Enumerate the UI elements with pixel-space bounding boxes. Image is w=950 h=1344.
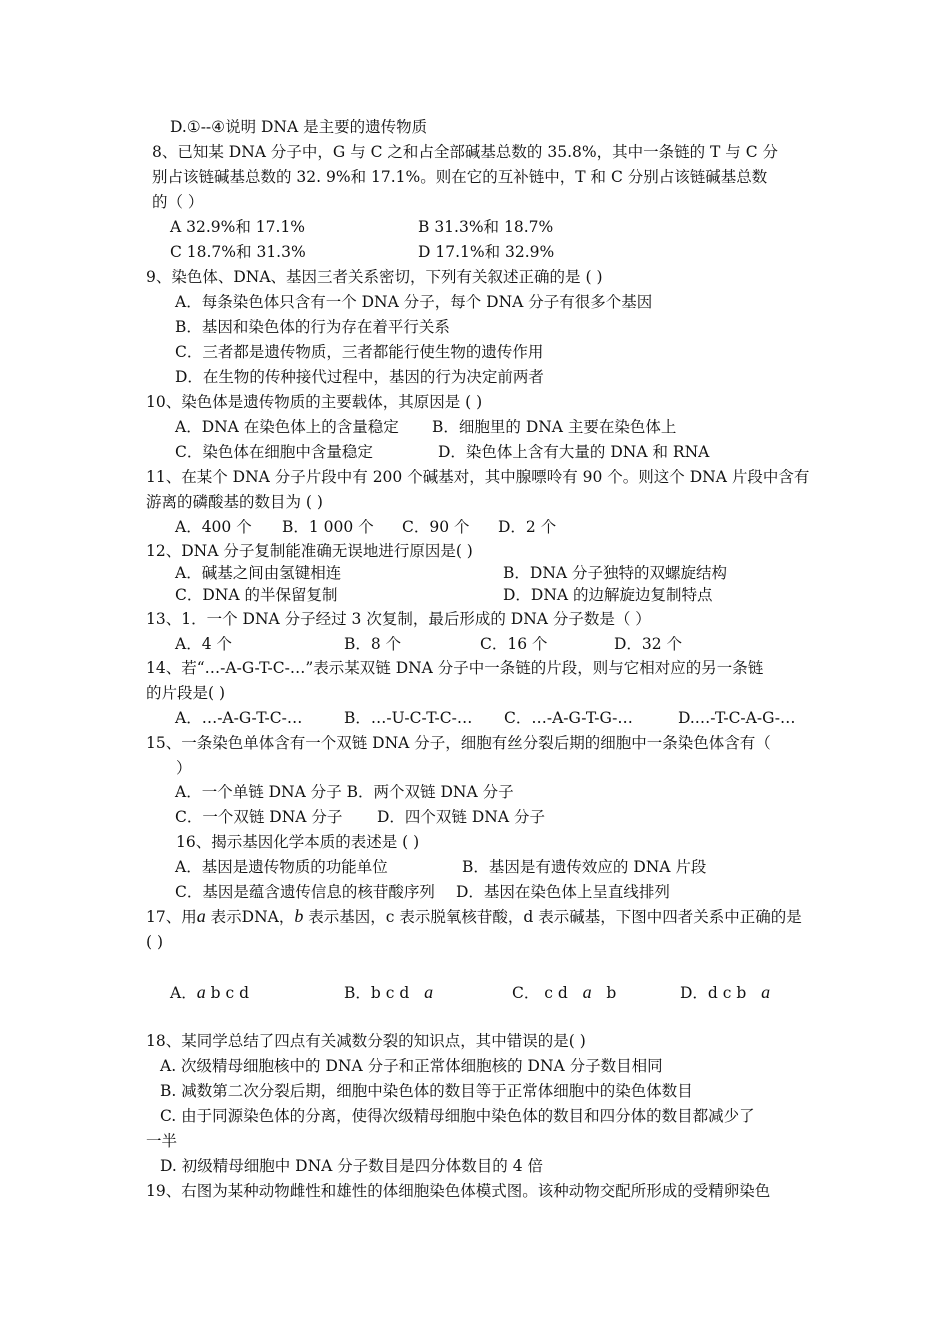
q15-stem-line2: ）	[176, 759, 192, 777]
q18-option-b: B. 减数第二次分裂后期，细胞中染色体的数目等于正常体细胞中的染色体数目	[160, 1082, 693, 1100]
q17-option-b: B．b c d a	[344, 982, 434, 1002]
q10-option-d: D．染色体上含有大量的 DNA 和 RNA	[438, 443, 710, 461]
q10-stem: 10、染色体是遗传物质的主要载体，其原因是 ( )	[146, 393, 483, 411]
q17-option-c-var-a: a	[582, 982, 592, 1002]
q8-stem-line2: 别占该链碱基总数的 32. 9%和 17.1%。则在它的互补链中，T 和 C 分别占该链碱基总数	[152, 168, 768, 186]
q9-stem: 9、染色体、DNA、基因三者关系密切，下列有关叙述正确的是 ( )	[146, 268, 603, 286]
q12-option-a: A．碱基之间由氢键相连	[175, 564, 342, 582]
q15-option-d: D．四个双链 DNA 分子	[377, 808, 545, 826]
q16-option-d: D．基因在染色体上呈直线排列	[456, 883, 670, 901]
q12-option-d: D．DNA 的边解旋边复制特点	[503, 586, 713, 604]
q10-option-b: B．细胞里的 DNA 主要在染色体上	[432, 418, 677, 436]
q17-var-b: b	[294, 906, 304, 926]
q18-option-a: A. 次级精母细胞核中的 DNA 分子和正常体细胞核的 DNA 分子数目相同	[160, 1057, 663, 1075]
q15-stem-line1: 15、一条染色单体含有一个双链 DNA 分子，细胞有丝分裂后期的细胞中一条染色体含有（	[146, 734, 771, 752]
q17-var-a: a	[196, 906, 206, 926]
q14-option-b: B．…-U-C-T-C-…	[344, 709, 473, 727]
q8-option-c: C 18.7%和 31.3%	[170, 243, 306, 261]
q19-stem: 19、右图为某种动物雌性和雄性的体细胞染色体模式图。该种动物交配所形成的受精卵染色	[146, 1182, 771, 1200]
q12-option-c: C．DNA 的半保留复制	[175, 586, 338, 604]
q11-option-a: A．400 个	[175, 518, 252, 536]
q9-option-a: A．每条染色体只含有一个 DNA 分子，每个 DNA 分子有很多个基因	[175, 293, 653, 311]
q18-option-d: D. 初级精母细胞中 DNA 分子数目是四分体数目的 4 倍	[160, 1157, 543, 1175]
q17-stem-line1	[146, 904, 802, 929]
q17-option-d: D．d c b a	[680, 982, 771, 1002]
q12-option-b: B．DNA 分子独特的双螺旋结构	[503, 564, 728, 582]
q8-option-a: A 32.9%和 17.1%	[170, 218, 306, 236]
q16-stem: 16、揭示基因化学本质的表述是 ( )	[176, 833, 420, 851]
q13-option-b: B．8 个	[344, 635, 402, 653]
q9-option-b: B．基因和染色体的行为存在着平行关系	[175, 318, 450, 336]
q17-option-a: A．a b c d	[170, 982, 250, 1002]
q17-stem-line2: ( )	[146, 933, 164, 951]
q9-option-d: D．在生物的传种接代过程中，基因的行为决定前两者	[175, 368, 544, 386]
q9-option-c: C．三者都是遗传物质，三者都能行使生物的遗传作用	[175, 343, 544, 361]
q13-stem: 13、1．一个 DNA 分子经过 3 次复制，最后形成的 DNA 分子数是（ ）	[146, 610, 651, 628]
q11-option-c: C．90 个	[402, 518, 470, 536]
q11-option-b: B．1 000 个	[282, 518, 374, 536]
q8-option-b: B 31.3%和 18.7%	[418, 218, 554, 236]
q11-stem-line1: 11、在某个 DNA 分子片段中有 200 个碱基对，其中腺嘌呤有 90 个。则这个 DNA 片段中含有	[146, 468, 810, 486]
q17-option-b-var-a: a	[424, 982, 434, 1002]
q7-option-d: D.①--④说明 DNA 是主要的遗传物质	[170, 118, 428, 136]
q17-option-d-var-a: a	[761, 982, 771, 1002]
q16-option-c: C．基因是蕴含遗传信息的核苷酸序列	[175, 883, 435, 901]
q17-option-c: C． c d a b	[512, 982, 617, 1002]
q14-option-a: A．…-A-G-T-C-…	[175, 709, 303, 727]
q13-option-c: C．16 个	[480, 635, 548, 653]
q18-option-c-line1: C. 由于同源染色体的分离，使得次级精母细胞中染色体的数目和四分体的数目都减少了	[160, 1107, 755, 1125]
q17-stem-part3: 表示基因，c 表示脱氧核苷酸，d 表示碱基，下图中四者关系中正确的是	[303, 908, 802, 926]
q14-option-d: D.…-T-C-A-G-…	[678, 709, 796, 727]
q11-stem-line2: 游离的磷酸基的数目为 ( )	[146, 493, 323, 511]
q17-stem-part2: 表示DNA，	[205, 908, 295, 926]
q14-stem-line2: 的片段是( )	[146, 684, 226, 702]
q11-option-d: D．2 个	[498, 518, 557, 536]
q17-stem-part1: 17、用	[146, 908, 197, 926]
q15-option-ab: A．一个单链 DNA 分子 B．两个双链 DNA 分子	[175, 783, 514, 801]
q14-option-c: C．…-A-G-T-G-…	[504, 709, 633, 727]
q17-option-a-var-a: a	[196, 982, 206, 1002]
q10-option-c: C．染色体在细胞中含量稳定	[175, 443, 373, 461]
q13-option-d: D．32 个	[614, 635, 683, 653]
q15-option-c: C．一个双链 DNA 分子	[175, 808, 343, 826]
q14-stem-line1: 14、若“…-A-G-T-C-…”表示某双链 DNA 分子中一条链的片段，则与它相对应的另一条链	[146, 659, 764, 677]
q18-stem: 18、某同学总结了四点有关减数分裂的知识点，其中错误的是( )	[146, 1032, 586, 1050]
q10-option-a: A．DNA 在染色体上的含量稳定	[175, 418, 399, 436]
q8-option-d: D 17.1%和 32.9%	[418, 243, 555, 261]
q18-option-c-line2: 一半	[146, 1132, 178, 1150]
q12-stem: 12、DNA 分子复制能准确无误地进行原因是( )	[146, 542, 473, 560]
q16-option-b: B．基因是有遗传效应的 DNA 片段	[462, 858, 707, 876]
q13-option-a: A．4 个	[175, 635, 232, 653]
q8-stem-line3: 的（ ）	[152, 193, 204, 211]
q16-option-a: A．基因是遗传物质的功能单位	[175, 858, 388, 876]
q8-stem-line1: 8、已知某 DNA 分子中，G 与 C 之和占全部碱基总数的 35.8%，其中一条链的 T 与 C 分	[152, 143, 778, 161]
